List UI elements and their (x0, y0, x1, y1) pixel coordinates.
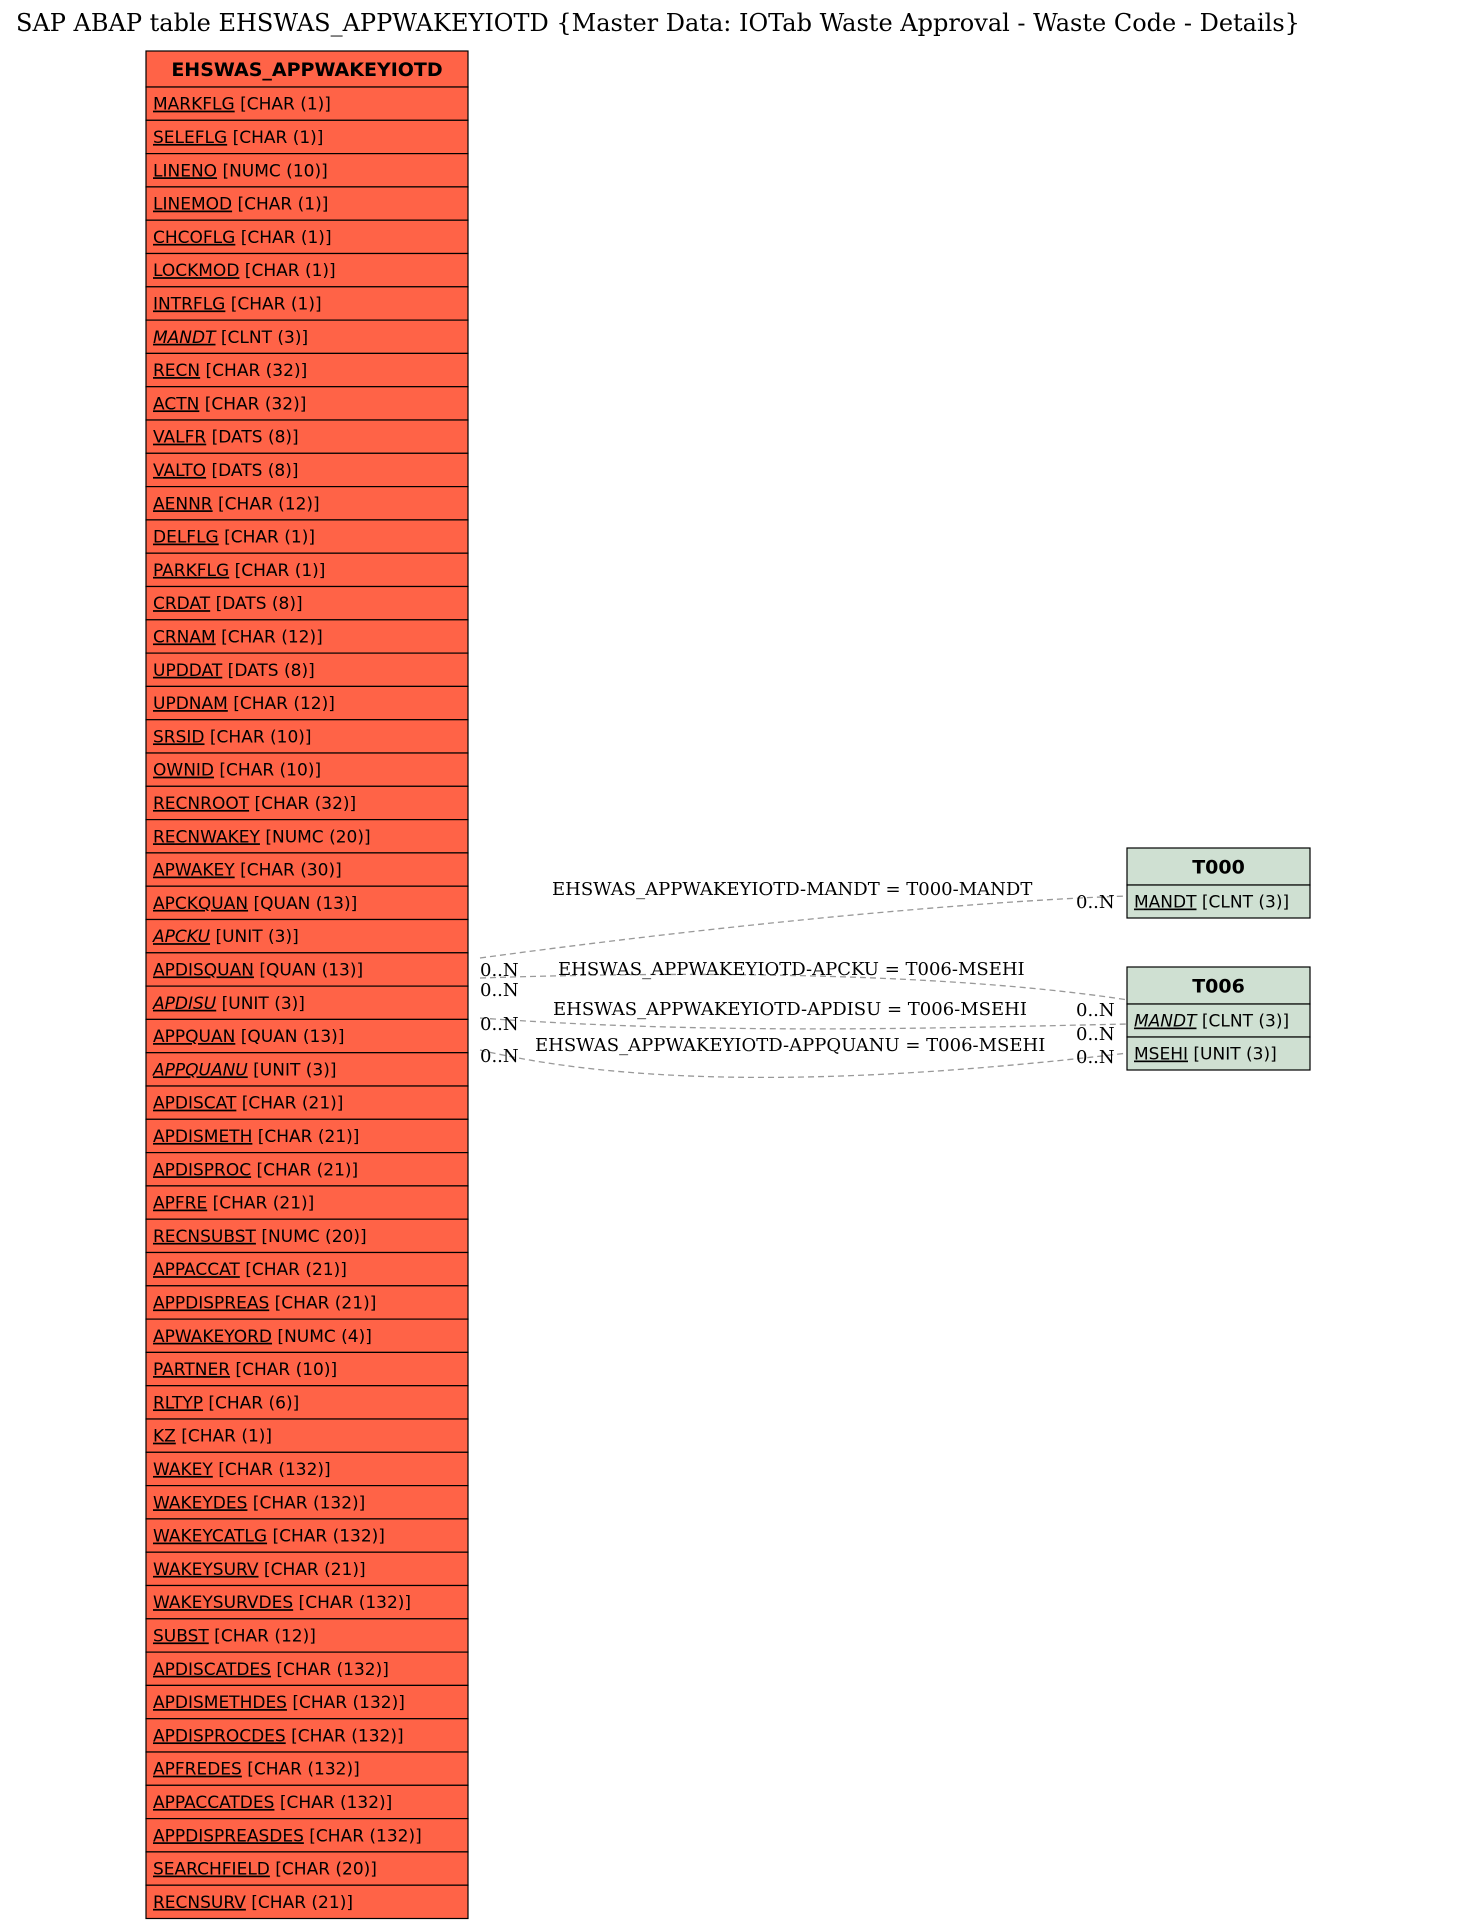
field-type: [CHAR (12)] (208, 1626, 316, 1647)
field-name: PARTNER (153, 1360, 231, 1381)
field-type: [CHAR (21)] (245, 1892, 353, 1913)
field-name: CRDAT (153, 594, 211, 615)
field-type: [CHAR (21)] (252, 1126, 360, 1147)
field-type: [CLNT (3)] (215, 327, 309, 348)
field-name: KZ (153, 1426, 176, 1447)
field-name: RECN (153, 361, 201, 382)
field-name: APDISPROC (153, 1160, 252, 1181)
field-recnwakey (153, 827, 371, 847)
field-name: APPDISPREASDES (153, 1826, 304, 1847)
field-type: [NUMC (4)] (272, 1326, 372, 1347)
field-valfr (153, 428, 299, 448)
field-name: SEARCHFIELD (153, 1859, 270, 1880)
field-type: [CHAR (10)] (230, 1360, 338, 1381)
table-ehswas-appwakeyiotd (146, 51, 468, 1919)
field-name: APDISMETH (153, 1126, 253, 1147)
field-name: APDISPROCDES (153, 1726, 286, 1747)
relation-label-apdisu: EHSWAS_APPWAKEYIOTD-APDISU = T006-MSEHI (553, 999, 1027, 1020)
field-name: MSEHI (1134, 1044, 1188, 1065)
field-intrflg (153, 294, 322, 314)
field-type: [CHAR (1)] (232, 194, 329, 215)
field-name: RECNWAKEY (153, 827, 260, 848)
field-apdismeth (153, 1127, 359, 1147)
cardinality-mandt-source: 0..N (480, 960, 519, 981)
field-delflg (153, 528, 315, 548)
field-name: UPDNAM (153, 694, 228, 715)
field-name: RECNSUBST (153, 1226, 256, 1247)
relation-label-appquanu: EHSWAS_APPWAKEYIOTD-APPQUANU = T006-MSEHI (535, 1035, 1046, 1056)
field-type: [CHAR (1)] (227, 127, 324, 148)
field-name: MARKFLG (153, 94, 235, 115)
field-name: APWAKEYORD (153, 1326, 273, 1347)
field-type: [CHAR (21)] (251, 1160, 359, 1181)
field-apfre (153, 1194, 314, 1214)
field-name: APDISU (153, 993, 217, 1014)
table-name: T006 (1192, 975, 1245, 998)
field-type: [QUAN (13)] (253, 960, 364, 981)
field-crdat (153, 594, 303, 614)
field-type: [CHAR (32)] (199, 394, 307, 415)
field-type: [CHAR (132)] (274, 1792, 393, 1813)
field-type: [CLNT (3)] (1196, 892, 1290, 913)
field-name: APDISCATDES (153, 1659, 271, 1680)
field-name: APPQUAN (153, 1027, 236, 1048)
table-t000 (1127, 848, 1310, 918)
field-mandt (153, 328, 308, 348)
field-type: [CHAR (20)] (269, 1859, 377, 1880)
field-name: MANDT (1134, 892, 1197, 913)
field-apcku (152, 927, 299, 947)
field-apdisprocdes (153, 1726, 404, 1746)
field-wakeycatlg (153, 1527, 385, 1547)
cardinality-appquanu-source: 0..N (480, 1046, 519, 1067)
field-appdispreas (153, 1293, 376, 1313)
field-type: [QUAN (13)] (235, 1027, 345, 1048)
field-wakeysurvdes (153, 1593, 411, 1613)
field-updnam (153, 694, 335, 714)
field-type: [CHAR (21)] (258, 1559, 366, 1580)
field-name: APDISQUAN (153, 960, 254, 981)
field-type: [CHAR (12)] (227, 694, 335, 715)
field-aennr (153, 494, 320, 514)
field-chcoflg (153, 228, 332, 248)
field-name: WAKEYSURVDES (153, 1593, 294, 1614)
field-type: [CHAR (21)] (239, 1260, 347, 1281)
field-name: SUBST (153, 1626, 209, 1647)
field-name: LINENO (153, 161, 218, 182)
field-type: [CHAR (1)] (229, 560, 326, 581)
field-name: APDISMETHDES (153, 1693, 287, 1714)
field-name: APDISCAT (153, 1093, 237, 1114)
field-type: [CHAR (30)] (234, 860, 342, 881)
field-type: [CLNT (3)] (1196, 1011, 1290, 1032)
field-type: [CHAR (12)] (215, 627, 323, 648)
cardinality-mandt-target: 0..N (1076, 892, 1115, 913)
field-recnsurv (153, 1893, 353, 1913)
field-type: [QUAN (13)] (248, 893, 358, 914)
field-name: RLTYP (153, 1393, 203, 1414)
field-name: SRSID (153, 727, 205, 748)
relation-line-mandt (480, 896, 1128, 958)
field-apdismethdes (153, 1693, 405, 1713)
field-apdisquan (153, 960, 363, 980)
field-appdispreasdes (153, 1826, 422, 1846)
field-name: APCKQUAN (153, 893, 249, 914)
field-name: ACTN (153, 394, 200, 415)
field-name: APFREDES (153, 1759, 242, 1780)
field-name: APPQUANU (153, 1060, 248, 1081)
field-name: AENNR (153, 494, 213, 515)
field-type: [UNIT (3)] (210, 927, 299, 948)
field-type: [CHAR (132)] (293, 1593, 412, 1614)
field-name: MANDT (1134, 1011, 1197, 1032)
field-name: UPDDAT (153, 660, 223, 681)
field-markflg (153, 95, 331, 115)
relation-label-apcku: EHSWAS_APPWAKEYIOTD-APCKU = T006-MSEHI (558, 959, 1025, 980)
field-name: CRNAM (153, 627, 216, 648)
field-recnroot (153, 794, 356, 814)
field-crnam (153, 627, 323, 647)
field-wakeydes (153, 1493, 365, 1513)
field-type: [CHAR (1)] (239, 261, 336, 282)
field-type: [DATS (8)] (206, 427, 299, 448)
field-type: [DATS (8)] (210, 594, 303, 615)
field-apwakeyord (153, 1327, 372, 1347)
field-srsid (153, 727, 312, 747)
field-type: [DATS (8)] (206, 460, 299, 481)
field-name: LINEMOD (153, 194, 233, 215)
field-type: [CHAR (21)] (207, 1193, 315, 1214)
field-type: [UNIT (3)] (216, 993, 305, 1014)
field-recnsubst (153, 1227, 367, 1247)
field-apckquan (153, 894, 357, 914)
field-apdiscatdes (153, 1660, 389, 1680)
field-lockmod (153, 261, 336, 281)
field-type: [CHAR (132)] (247, 1493, 366, 1514)
field-wakeysurv (153, 1560, 366, 1580)
field-type: [CHAR (1)] (175, 1426, 273, 1447)
field-valto (153, 461, 299, 481)
field-type: [CHAR (32)] (249, 793, 357, 814)
field-type: [DATS (8)] (222, 660, 315, 681)
field-name: SELEFLG (153, 127, 228, 148)
field-name: INTRFLG (153, 294, 226, 315)
field-type: [CHAR (132)] (286, 1693, 405, 1714)
field-type: [CHAR (132)] (270, 1659, 389, 1680)
field-type: [CHAR (132)] (212, 1459, 331, 1480)
field-lineno (153, 161, 328, 181)
field-type: [UNIT (3)] (247, 1060, 337, 1081)
cardinality-apcku-target: 0..N (1076, 1000, 1115, 1021)
table-t006 (1127, 967, 1310, 1070)
table-name: T000 (1192, 856, 1245, 879)
field-name: DELFLG (153, 527, 219, 548)
field-name: APFRE (153, 1193, 208, 1214)
field-name: VALFR (153, 427, 207, 448)
cardinality-apdisu-source: 0..N (480, 1014, 519, 1035)
field-recn (153, 361, 307, 381)
field-name: WAKEYCATLG (153, 1526, 268, 1547)
field-name: APPDISPREAS (153, 1293, 270, 1314)
cardinality-apdisu-target: 0..N (1076, 1024, 1115, 1045)
field-type: [CHAR (10)] (214, 760, 322, 781)
field-name: RECNROOT (153, 793, 250, 814)
field-type: [CHAR (32)] (200, 361, 308, 382)
field-searchfield (153, 1860, 377, 1880)
field-type: [CHAR (1)] (235, 227, 332, 248)
field-kz (153, 1427, 272, 1447)
diagram-title: SAP ABAP table EHSWAS_APPWAKEYIOTD {Master Data: IOTab Waste Approval - Waste Code - Details} (16, 9, 1300, 37)
field-name: APCKU (153, 927, 211, 948)
field-type: [CHAR (6)] (202, 1393, 300, 1414)
field-linemod (153, 195, 328, 215)
field-type: [CHAR (1)] (225, 294, 322, 315)
table-name: EHSWAS_APPWAKEYIOTD (171, 59, 443, 81)
field-msehi (1134, 1045, 1277, 1065)
field-actn (153, 394, 306, 414)
field-name: APWAKEY (153, 860, 235, 881)
field-ownid (153, 761, 321, 781)
field-appaccatdes (153, 1793, 392, 1813)
field-name: CHCOFLG (153, 227, 236, 248)
field-apdiscat (153, 1094, 343, 1114)
cardinality-apcku-source: 0..N (480, 980, 519, 1001)
field-type: [CHAR (12)] (212, 494, 320, 515)
field-apdisproc (153, 1160, 358, 1180)
field-type: [CHAR (132)] (303, 1826, 422, 1847)
field-name: WAKEYSURV (153, 1559, 259, 1580)
field-name: OWNID (153, 760, 215, 781)
field-name: VALTO (153, 460, 207, 481)
field-type: [NUMC (10)] (217, 161, 328, 182)
relation-label-mandt: EHSWAS_APPWAKEYIOTD-MANDT = T000-MANDT (552, 879, 1033, 900)
field-type: [CHAR (132)] (285, 1726, 404, 1747)
field-apdisu (152, 994, 305, 1014)
field-type: [CHAR (132)] (267, 1526, 385, 1547)
field-name: RECNSURV (153, 1892, 246, 1913)
field-type: [CHAR (10)] (204, 727, 312, 748)
field-name: WAKEYDES (153, 1493, 248, 1514)
field-type: [CHAR (21)] (236, 1093, 344, 1114)
field-name: LOCKMOD (153, 261, 240, 282)
field-name: PARKFLG (153, 560, 230, 581)
field-appaccat (153, 1260, 347, 1280)
field-rltyp (153, 1393, 299, 1413)
field-type: [CHAR (1)] (234, 94, 331, 115)
field-parkflg (153, 561, 325, 581)
field-name: APPACCATDES (153, 1792, 275, 1813)
field-type: [UNIT (3)] (1188, 1044, 1277, 1065)
field-name: APPACCAT (153, 1260, 240, 1281)
field-name: MANDT (153, 327, 216, 348)
field-upddat (153, 661, 315, 681)
field-mandt (1134, 1012, 1289, 1032)
field-appquanu (152, 1060, 336, 1080)
field-type: [CHAR (132)] (241, 1759, 360, 1780)
field-type: [CHAR (1)] (218, 527, 315, 548)
field-seleflg (153, 128, 323, 148)
field-appquan (153, 1027, 344, 1047)
field-type: [NUMC (20)] (259, 827, 371, 848)
field-apwakey (153, 861, 342, 881)
field-apfredes (153, 1760, 360, 1780)
field-mandt (1134, 893, 1289, 913)
cardinality-appquanu-target: 0..N (1076, 1047, 1115, 1068)
field-type: [NUMC (20)] (255, 1226, 367, 1247)
field-partner (153, 1360, 337, 1380)
field-type: [CHAR (21)] (269, 1293, 377, 1314)
field-subst (153, 1626, 316, 1646)
field-name: WAKEY (153, 1459, 213, 1480)
field-wakey (153, 1460, 331, 1480)
